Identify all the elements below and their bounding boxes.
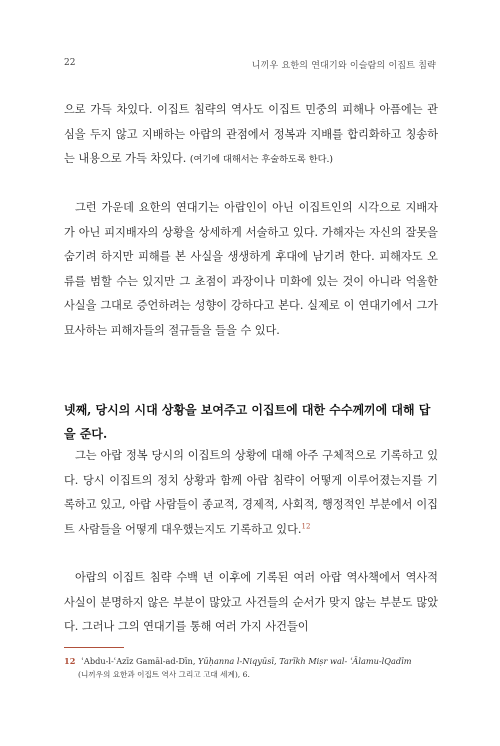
paragraph-2: 그런 가운데 요한의 연대기는 아랍인이 아닌 이집트인의 시각으로 지배자가 아닌 피지배자의 상황을 상세하게 서술하고 있다. 가해자는 자신의 잘못을 숨기려 하지만 피해를 본 사실을 생생하게 후대에 남기려 한다. 피해자도 오류를 범할 수는 있지만 그 초점이 과장이나 미화에 있는 것이 아니라 억울한 사실을 그대로 증언하려는 성향이 강하다고 본다. 실제로 이 연대기에서 그가 묘사하는 피해자들의 절규들을 들을 수 있다. xyxy=(64,201,438,337)
footnote-number: 12 xyxy=(64,656,76,666)
running-title: 니끼우 요한의 연대기와 이슬람의 이집트 침략 xyxy=(251,61,436,71)
paragraph-1-text: 으로 가득 차있다. 이집트 침략의 역사도 이집트 민중의 피해나 아픔에는 관심을 두지 않고 지배하는 아랍의 관점에서 정복과 지배를 합리화하고 칭송하는 내용으로 가득 차있다. xyxy=(64,103,438,165)
page-number: 22 xyxy=(64,58,76,68)
paragraph-4-block xyxy=(64,566,438,640)
paragraph-3 xyxy=(64,444,438,542)
paragraph-continued xyxy=(64,98,438,173)
paragraph-1 xyxy=(64,98,438,173)
paragraph-2-block xyxy=(64,196,438,343)
footnote-author: ʿAbdu-l-ʿAzīz Gamāl-ad-Dīn, xyxy=(81,656,199,666)
footnote-12 xyxy=(64,654,444,682)
paragraph-4: 아랍의 이집트 침략 수백 년 이후에 기록된 여러 아랍 역사책에서 역사적 사실이 분명하지 않은 부분이 많았고 사건들의 순서가 맞지 않는 부분도 많았다. 그러나 그의 연대기를 통해 여러 가지 사건들이 xyxy=(64,571,438,633)
footnote-translation: (니끼우의 요한과 이집트 역사 그리고 고대 세계), 6. xyxy=(78,670,250,679)
paragraph-1-note: (여기에 대해서는 후술하도록 한다.) xyxy=(189,154,333,165)
paragraph-3-block xyxy=(64,444,438,542)
footnote-title: Yūḥanna l-Niqyūsī, Tarīkh Miṣr wal- ʿĀlamu-lQadīm xyxy=(198,656,412,666)
paragraph-3-text: 그는 아랍 정복 당시의 이집트의 상황에 대해 아주 구체적으로 기록하고 있다. 당시 이집트의 정치 상황과 함께 아랍 침략이 어떻게 이루어졌는지를 기록하고 있고, 아랍 사람들이 종교적, 경제적, 사회적, 행정적인 부분에서 이집트 사람들을 어떻게 대우했는지도 기록하고 있다. xyxy=(64,449,438,536)
footnote-divider xyxy=(64,647,124,648)
section-heading: 넷째, 당시의 시대 상황을 보여주고 이집트에 대한 수수께끼에 대해 답을 준다. xyxy=(64,403,431,441)
footnote-ref-12[interactable]: 12 xyxy=(301,521,311,530)
